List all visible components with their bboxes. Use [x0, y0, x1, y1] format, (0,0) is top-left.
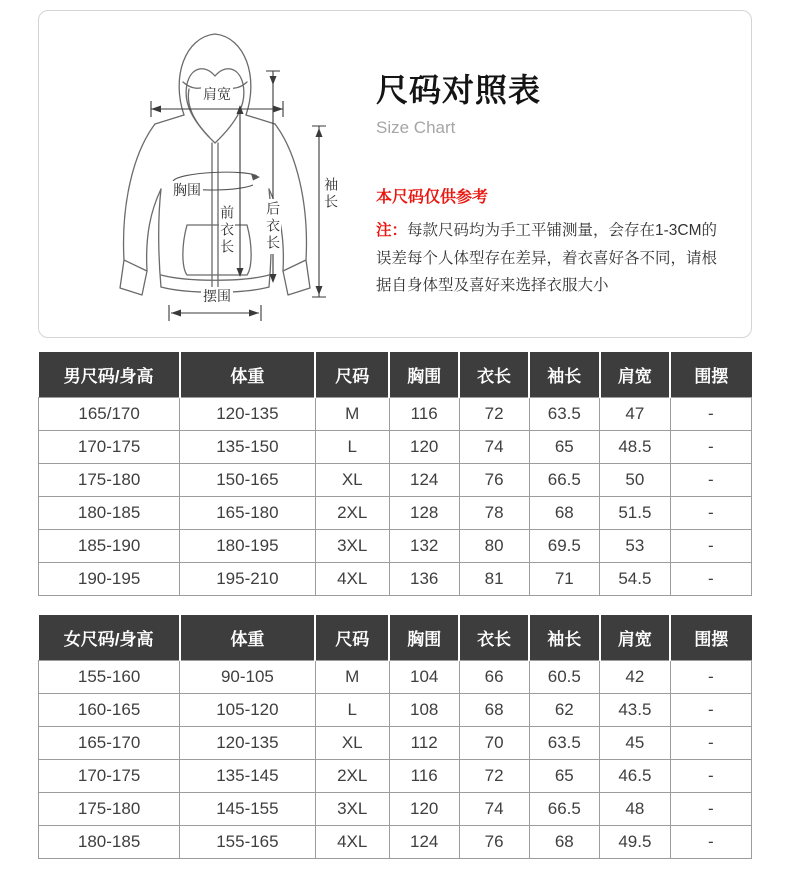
table-cell: 120 — [389, 431, 459, 464]
table-cell: 53 — [600, 530, 671, 563]
column-header: 肩宽 — [600, 352, 671, 398]
women-table-header-row — [39, 615, 752, 661]
table-cell: 132 — [389, 530, 459, 563]
table-cell: 105-120 — [180, 694, 315, 727]
table-cell: 48 — [600, 793, 671, 826]
table-cell: 63.5 — [529, 398, 600, 431]
table-cell: 120-135 — [180, 727, 315, 760]
table-cell: - — [670, 760, 751, 793]
table-cell: 180-185 — [39, 826, 180, 859]
table-cell: 80 — [459, 530, 529, 563]
hem-width-label: 摆围 — [203, 288, 231, 304]
table-cell: 165-180 — [180, 497, 315, 530]
table-cell: 60.5 — [529, 661, 600, 694]
table-cell: 51.5 — [600, 497, 671, 530]
table-cell: 124 — [389, 464, 459, 497]
table-row — [39, 464, 752, 497]
column-header: 体重 — [180, 615, 315, 661]
reference-warning: 本尺码仅供参考 — [376, 189, 489, 206]
table-cell: 71 — [529, 563, 600, 596]
chest-label: 胸围 — [173, 182, 201, 198]
column-header: 袖长 — [529, 352, 600, 398]
table-cell: 42 — [600, 661, 671, 694]
table-cell: 68 — [459, 694, 529, 727]
table-row — [39, 398, 752, 431]
table-cell: - — [670, 530, 751, 563]
table-cell: - — [670, 497, 751, 530]
table-cell: 4XL — [315, 826, 389, 859]
table-cell: 2XL — [315, 760, 389, 793]
back-length-label: 后衣长 — [265, 201, 282, 252]
table-cell: 175-180 — [39, 464, 180, 497]
men-size-table — [38, 352, 752, 596]
table-cell: - — [670, 563, 751, 596]
table-cell: 76 — [459, 464, 529, 497]
table-cell: 104 — [389, 661, 459, 694]
table-row — [39, 563, 752, 596]
table-cell: 3XL — [315, 530, 389, 563]
column-header: 女尺码/身高 — [39, 615, 180, 661]
table-cell: 2XL — [315, 497, 389, 530]
table-row — [39, 694, 752, 727]
column-header: 围摆 — [670, 352, 751, 398]
table-cell: 160-165 — [39, 694, 180, 727]
table-cell: 165-170 — [39, 727, 180, 760]
table-cell: 72 — [459, 398, 529, 431]
table-cell: 190-195 — [39, 563, 180, 596]
table-cell: - — [670, 793, 751, 826]
table-cell: 62 — [529, 694, 600, 727]
table-cell: 170-175 — [39, 760, 180, 793]
table-cell: 49.5 — [600, 826, 671, 859]
table-cell: 50 — [600, 464, 671, 497]
note-text: 每款尺码均为手工平铺测量，会存在1-3CM的误差每个人体型存在差异，着衣喜好各不同，请根据自身体型及喜好来选择衣服大小 — [376, 222, 718, 295]
table-cell: - — [670, 464, 751, 497]
note-prefix: 注： — [376, 222, 408, 239]
table-cell: 72 — [459, 760, 529, 793]
table-cell: 116 — [389, 398, 459, 431]
column-header: 体重 — [180, 352, 315, 398]
table-cell: 76 — [459, 826, 529, 859]
measurement-note — [376, 217, 728, 300]
table-cell: 47 — [600, 398, 671, 431]
table-row — [39, 431, 752, 464]
table-cell: 65 — [529, 431, 600, 464]
table-cell: 54.5 — [600, 563, 671, 596]
table-cell: 65 — [529, 760, 600, 793]
table-cell: 70 — [459, 727, 529, 760]
column-header: 衣长 — [459, 352, 529, 398]
table-cell: 180-185 — [39, 497, 180, 530]
table-cell: 145-155 — [180, 793, 315, 826]
table-cell: 155-165 — [180, 826, 315, 859]
table-cell: M — [315, 661, 389, 694]
table-cell: 128 — [389, 497, 459, 530]
table-cell: 155-160 — [39, 661, 180, 694]
table-cell: 66.5 — [529, 464, 600, 497]
page — [0, 10, 790, 889]
table-cell: 120 — [389, 793, 459, 826]
column-header: 尺码 — [315, 352, 389, 398]
table-cell: 175-180 — [39, 793, 180, 826]
table-cell: 112 — [389, 727, 459, 760]
table-row — [39, 727, 752, 760]
table-cell: 46.5 — [600, 760, 671, 793]
table-cell: 180-195 — [180, 530, 315, 563]
table-cell: 120-135 — [180, 398, 315, 431]
table-cell: 124 — [389, 826, 459, 859]
column-header: 尺码 — [315, 615, 389, 661]
column-header: 胸围 — [389, 615, 459, 661]
men-table-header-row — [39, 352, 752, 398]
table-cell: 66.5 — [529, 793, 600, 826]
table-cell: 43.5 — [600, 694, 671, 727]
table-cell: - — [670, 826, 751, 859]
front-length-label: 前衣长 — [219, 205, 236, 256]
table-cell: 81 — [459, 563, 529, 596]
table-cell: 4XL — [315, 563, 389, 596]
column-header: 胸围 — [389, 352, 459, 398]
table-cell: 48.5 — [600, 431, 671, 464]
hoodie-outline — [120, 34, 310, 295]
table-cell: 195-210 — [180, 563, 315, 596]
table-cell: 74 — [459, 793, 529, 826]
table-cell: M — [315, 398, 389, 431]
table-row — [39, 530, 752, 563]
table-cell: 165/170 — [39, 398, 180, 431]
table-row — [39, 661, 752, 694]
shoulder-width-label: 肩宽 — [203, 86, 231, 102]
table-cell: L — [315, 431, 389, 464]
table-cell: - — [670, 661, 751, 694]
table-cell: 170-175 — [39, 431, 180, 464]
table-row — [39, 497, 752, 530]
table-cell: L — [315, 694, 389, 727]
table-cell: 150-165 — [180, 464, 315, 497]
table-cell: - — [670, 694, 751, 727]
column-header: 男尺码/身高 — [39, 352, 180, 398]
table-cell: 68 — [529, 826, 600, 859]
table-cell: 3XL — [315, 793, 389, 826]
content — [38, 10, 752, 859]
column-header: 衣长 — [459, 615, 529, 661]
table-cell: - — [670, 727, 751, 760]
table-cell: 45 — [600, 727, 671, 760]
table-cell: 185-190 — [39, 530, 180, 563]
table-cell: - — [670, 398, 751, 431]
table-cell: 66 — [459, 661, 529, 694]
size-guide-box — [38, 10, 752, 338]
table-cell: - — [670, 431, 751, 464]
table-row — [39, 793, 752, 826]
table-cell: 108 — [389, 694, 459, 727]
table-cell: 116 — [389, 760, 459, 793]
hoodie-measurement-diagram — [87, 25, 347, 325]
table-cell: XL — [315, 727, 389, 760]
table-cell: 90-105 — [180, 661, 315, 694]
table-cell: XL — [315, 464, 389, 497]
page-subtitle: Size Chart — [376, 118, 456, 137]
table-cell: 68 — [529, 497, 600, 530]
table-cell: 135-145 — [180, 760, 315, 793]
column-header: 袖长 — [529, 615, 600, 661]
table-cell: 63.5 — [529, 727, 600, 760]
table-cell: 69.5 — [529, 530, 600, 563]
table-cell: 74 — [459, 431, 529, 464]
table-row — [39, 826, 752, 859]
table-cell: 135-150 — [180, 431, 315, 464]
size-guide-text — [376, 65, 748, 300]
table-cell: 136 — [389, 563, 459, 596]
column-header: 围摆 — [670, 615, 751, 661]
table-row — [39, 760, 752, 793]
table-cell: 78 — [459, 497, 529, 530]
page-title: 尺码对照表 — [376, 72, 542, 108]
hoodie-line-drawing — [87, 25, 347, 325]
sleeve-length-label: 袖长 — [323, 177, 340, 211]
women-size-table — [38, 615, 752, 859]
column-header: 肩宽 — [600, 615, 671, 661]
